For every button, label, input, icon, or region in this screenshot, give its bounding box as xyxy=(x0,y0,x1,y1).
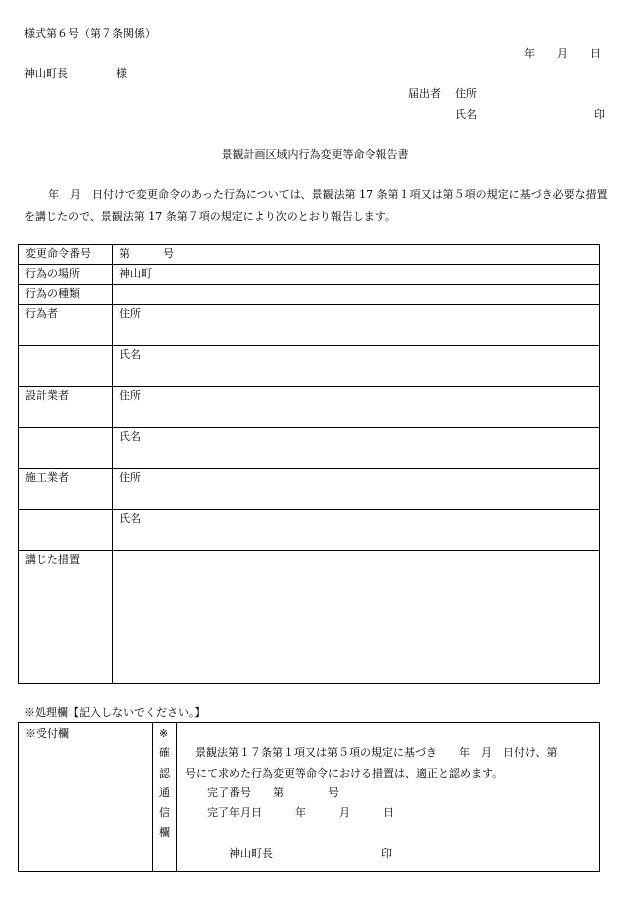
processing-divider xyxy=(152,723,153,871)
table-row xyxy=(19,510,600,551)
completion-number: 完了番号 第 号 xyxy=(207,786,339,799)
addressee-name: 神山町長 xyxy=(24,67,68,80)
form-number: 様式第６号（第７条関係） xyxy=(24,27,156,40)
table-row xyxy=(19,245,600,265)
table-row xyxy=(19,346,600,387)
constructor-name-label: 氏名 xyxy=(113,510,600,551)
addressee-honorific: 様 xyxy=(116,67,127,80)
processing-box xyxy=(18,722,600,872)
actor-spacer xyxy=(19,346,113,387)
table-row xyxy=(19,551,600,684)
constructor-address-label: 住所 xyxy=(113,469,600,510)
constructor-spacer xyxy=(19,510,113,551)
table-row xyxy=(19,285,600,305)
actor-name-label: 氏名 xyxy=(113,346,600,387)
table-row xyxy=(19,265,600,285)
reception-label: ※受付欄 xyxy=(25,727,69,740)
mayor-label: 神山町長 xyxy=(229,847,273,860)
report-table xyxy=(18,244,600,684)
type-value xyxy=(113,285,600,305)
designer-address-label: 住所 xyxy=(113,387,600,428)
type-label: 行為の種類 xyxy=(19,285,113,305)
designer-label: 設計業者 xyxy=(19,387,113,428)
actor-address-label: 住所 xyxy=(113,305,600,346)
confirm-text-line1: 景観法第１７条第１項又は第５項の規定に基づき 年 月 日付け、第 xyxy=(195,746,558,759)
applicant-address-label: 住所 xyxy=(455,87,477,100)
table-row xyxy=(19,469,600,510)
table-row xyxy=(19,305,600,346)
place-value: 神山町 xyxy=(113,265,600,285)
actor-label: 行為者 xyxy=(19,305,113,346)
confirm-char: 通 xyxy=(159,786,170,799)
confirm-text-line2: 号にて求めた行為変更等命令における措置は、適正と認めます。 xyxy=(185,767,504,780)
processing-heading: ※処理欄【記入しないでください。】 xyxy=(24,706,206,719)
confirm-char: ※ xyxy=(159,727,169,740)
order-number-value: 第 号 xyxy=(113,245,600,265)
designer-name-label: 氏名 xyxy=(113,428,600,469)
completion-date: 完了年月日 年 月 日 xyxy=(207,806,394,819)
page-title: 景観計画区域内行為変更等命令報告書 xyxy=(221,148,409,161)
measures-label: 講じた措置 xyxy=(19,551,113,684)
table-row xyxy=(19,428,600,469)
date-line: 年 月 日 xyxy=(524,47,601,60)
designer-spacer xyxy=(19,428,113,469)
measures-value xyxy=(113,551,600,684)
applicant-name-label: 氏名 xyxy=(455,108,477,121)
order-number-label: 変更命令番号 xyxy=(19,245,113,265)
confirm-char: 信 xyxy=(159,806,170,819)
processing-divider xyxy=(176,723,177,871)
place-label: 行為の場所 xyxy=(19,265,113,285)
confirm-char: 欄 xyxy=(159,826,170,839)
constructor-label: 施工業者 xyxy=(19,469,113,510)
body-paragraph: 年 月 日付けで変更命令のあった行為については、景観法第 17 条第１項又は第５項の規定に基づき必要な措置を講じたので、景観法第 17 条第７項の規定により次のとおり報告します。 xyxy=(24,188,608,223)
confirm-char: 認 xyxy=(159,767,170,780)
confirm-char: 確 xyxy=(159,746,170,759)
applicant-label: 届出者 xyxy=(408,87,441,100)
mayor-seal: 印 xyxy=(381,847,392,860)
applicant-seal: 印 xyxy=(594,108,605,121)
table-row xyxy=(19,387,600,428)
